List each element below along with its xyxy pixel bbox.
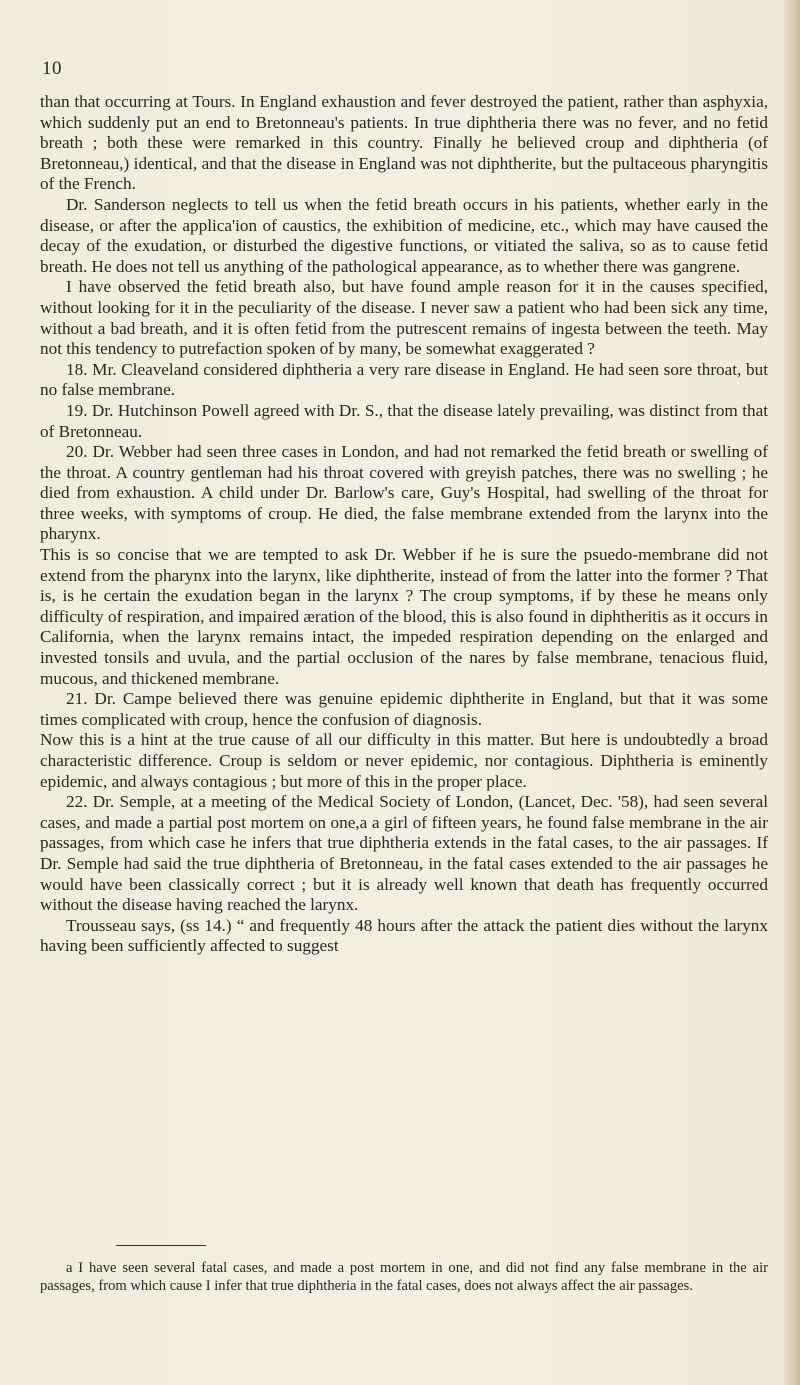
- footnote-text: a I have seen several fatal cases, and made a post mortem in one, and did not find any false membrane in the air passages, from which cause I infer that true diphtheria in the fatal cases, does not always affect the air passages.: [40, 1260, 768, 1294]
- page-number: 10: [42, 58, 62, 79]
- footnote-rule: [116, 1245, 206, 1246]
- paragraph-sanderson: Dr. Sanderson neglects to tell us when the fetid breath occurs in his patients, whether early in the disease, or after the applica'ion of caustics, the exhibition of medicine, etc., which may have caused the decay of the exudation, or disturbed the digestive functions, or vitiated the saliva, so as to cause fetid breath. He does not tell us anything of the pathological appearance, as to whether there was gangrene.: [40, 194, 768, 276]
- paragraph-webber-commentary: This is so concise that we are tempted to ask Dr. Webber if he is sure the psuedo-membrane did not extend from the pharynx into the larynx, like diphtherite, instead of from the latter into the former ? That is, is he certain the exudation began in the larynx ? The croup symptoms, if by these he means only difficulty of respiration, and impaired æration of the blood, this is also found in diphtheritis as it occurs in California, when the larynx remains intact, the impeded respiration depending on the enlarged and invested tonsils and uvula, and the partial occlusion of the nares by false membrane, tenacious fluid, mucous, and thickened membrane.: [40, 545, 768, 688]
- paragraph-22-semple: 22. Dr. Semple, at a meeting of the Medical Society of London, (Lancet, Dec. '58), had seen several cases, and made a partial post mortem on one,a a girl of fifteen years, he found false membrane in the air passages, from which case he infers that true diphtheria extends in the fatal cases, to the air passages. If Dr. Semple had said the true diphtheria of Bretonneau, in the fatal cases extended to the air passages he would have been classically correct ; but it is already well known that death has frequently occurred without the disease having reached the larynx.: [40, 792, 768, 915]
- paragraph-fetid-breath: I have observed the fetid breath also, but have found ample reason for it in the causes specified, without looking for it in the peculiarity of the disease. I never saw a patient who had been sick any time, without a bad breath, and it is often fetid from the putrescent remains of ingesta between the teeth. May not this tendency to putrefaction spoken of by many, be somewhat exaggerated ?: [40, 277, 768, 359]
- paragraph-19-powell: 19. Dr. Hutchinson Powell agreed with Dr. S., that the disease lately prevailing, was distinct from that of Bretonneau.: [40, 400, 768, 441]
- footnote: [40, 1259, 768, 1295]
- paragraph-hint: Now this is a hint at the true cause of all our difficulty in this matter. But here is undoubtedly a broad characteristic difference. Croup is seldom or never epidemic, nor contagious. Diphtheria is eminently epidemic, and always contagious ; but more of this in the proper place.: [40, 730, 768, 791]
- paragraph-continuation: than that occurring at Tours. In England exhaustion and fever destroyed the patient, rather than asphyxia, which suddenly put an end to Bretonneau's patients. In true diphtheria there was no fever, and no fetid breath ; both these were remarked in this country. Finally he believed croup and diphtheria (of Bretonneau,) identical, and that the disease in England was not diphtherite, but the pultaceous pharyngitis of the French.: [40, 92, 768, 194]
- body-text: [40, 92, 768, 957]
- paragraph-21-campe: 21. Dr. Campe believed there was genuine epidemic diphtherite in England, but that it was some times complicated with croup, hence the confusion of diagnosis.: [40, 689, 768, 729]
- paragraph-20-webber: 20. Dr. Webber had seen three cases in London, and had not remarked the fetid breath or swelling of the throat. A country gentleman had his throat covered with greyish patches, there was no swelling ; he died from exhaustion. A child under Dr. Barlow's care, Guy's Hospital, had swelling of the throat for three weeks, with symptoms of croup. He died, the false membrane extended from the larynx into the pharynx.: [40, 442, 768, 544]
- paragraph-18-cleaveland: 18. Mr. Cleaveland considered diphtheria a very rare disease in England. He had seen sore throat, but no false membrane.: [40, 359, 768, 400]
- paragraph-trousseau: Trousseau says, (ss 14.) “ and frequently 48 hours after the attack the patient dies without the larynx having been sufficiently affected to suggest: [40, 915, 768, 956]
- page-edge: [784, 0, 800, 1385]
